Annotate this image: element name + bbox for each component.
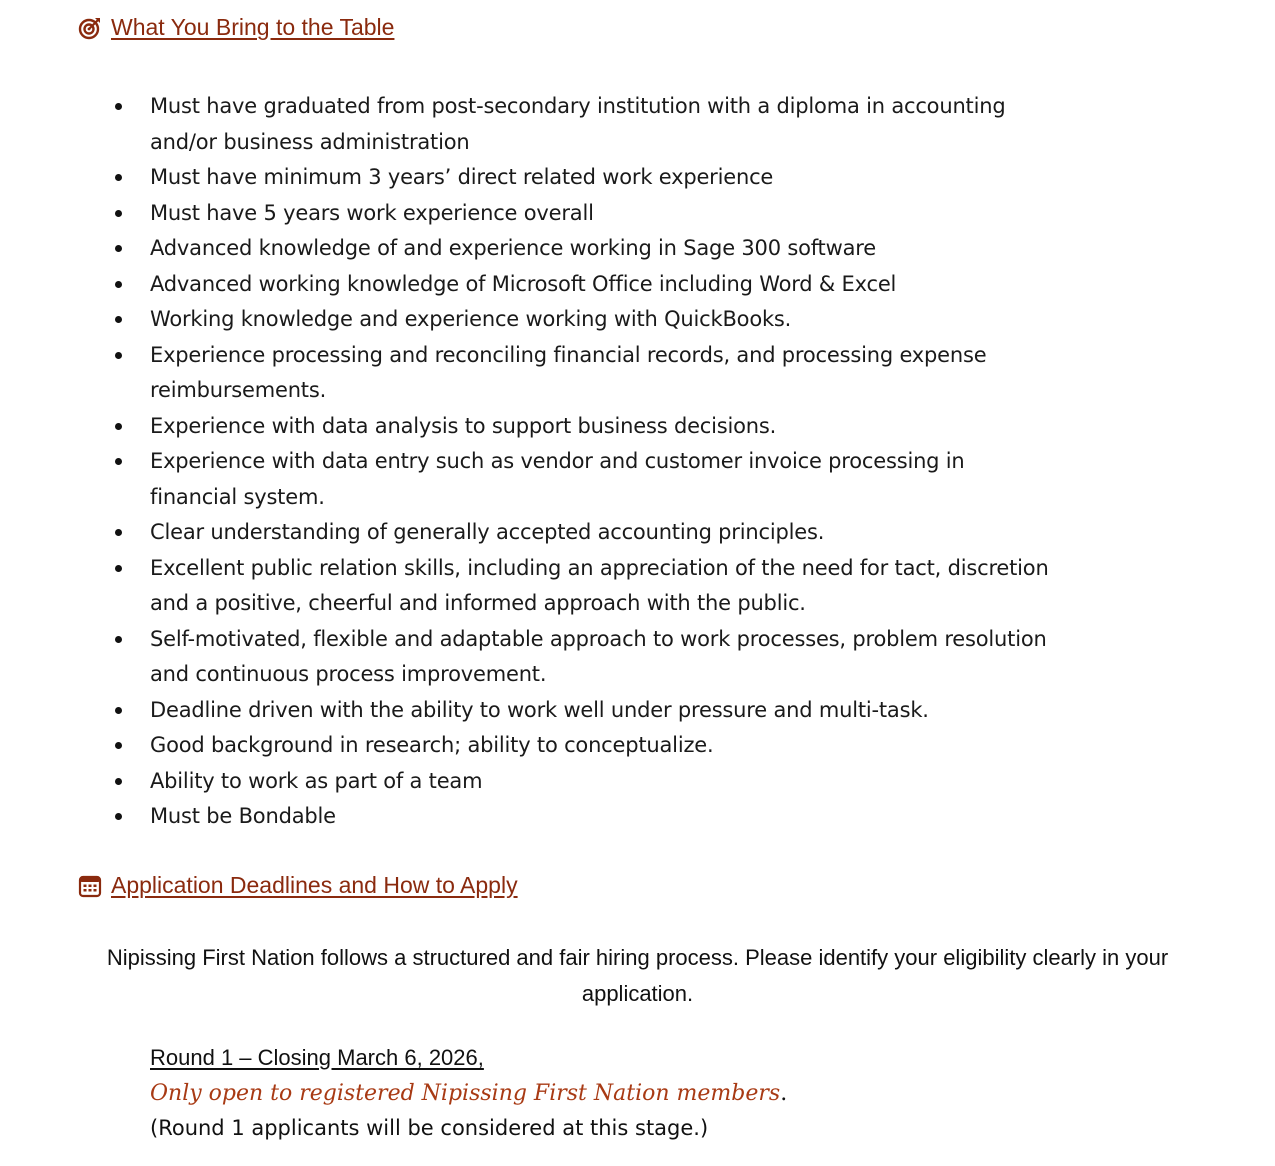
section-heading-what-you-bring (77, 14, 394, 41)
list-item (150, 764, 1050, 800)
list-item (150, 231, 1050, 267)
bullet-icon (115, 565, 122, 572)
list-item-text: Good background in research; ability to conceptualize. (150, 733, 714, 757)
list-item (150, 338, 1050, 409)
list-item (150, 89, 1050, 160)
round-1-eligibility-period: . (780, 1080, 788, 1106)
list-item-text: Working knowledge and experience working with QuickBooks. (150, 307, 792, 331)
list-item-text: Must be Bondable (150, 804, 336, 828)
bullet-icon (115, 636, 122, 643)
list-item (150, 799, 1050, 835)
calendar-icon (77, 873, 103, 899)
round-1-subnote: (Round 1 applicants will be considered at this stage.) (150, 1116, 709, 1140)
list-item (150, 728, 1050, 764)
section-heading-application-deadlines (77, 872, 518, 899)
bullet-icon (115, 423, 122, 430)
list-item (150, 515, 1050, 551)
bullet-icon (115, 529, 122, 536)
requirements-list (150, 89, 1050, 835)
list-item-text: Must have 5 years work experience overall (150, 200, 594, 225)
bullet-icon (115, 778, 122, 785)
round-1-eligibility-text: Only open to registered Nipissing First Nation members (150, 1080, 781, 1106)
list-item-text: Clear understanding of generally accepted accounting principles. (150, 520, 825, 544)
target-icon (77, 15, 103, 41)
list-item-text: Advanced knowledge of and experience working in Sage 300 software (150, 236, 876, 260)
bullet-icon (115, 742, 122, 749)
bullet-icon (115, 174, 122, 181)
bullet-icon (115, 813, 122, 820)
hiring-process-intro: Nipissing First Nation follows a structured and fair hiring process. Please identify your eligibility clearly in your application. (106, 945, 1169, 1006)
list-item (150, 444, 1050, 515)
list-item (150, 551, 1050, 622)
list-item (150, 693, 1050, 729)
list-item-text: Experience with data entry such as vendor and customer invoice processing in financial system. (150, 449, 965, 509)
bullet-icon (115, 707, 122, 714)
list-item-text: Must have minimum 3 years’ direct related work experience (150, 165, 774, 189)
list-item-text: Excellent public relation skills, including an appreciation of the need for tact, discretion and a positive, cheerful and informed approach with the public. (150, 555, 1049, 615)
list-item-text: Must have graduated from post-secondary institution with a diploma in accounting and/or business administration (150, 94, 1006, 154)
list-item (150, 302, 1050, 338)
bullet-icon (115, 103, 122, 110)
bullet-icon (115, 458, 122, 465)
list-item-text: Ability to work as part of a team (150, 768, 483, 793)
list-item (150, 196, 1050, 232)
round-1-title: Round 1 – Closing March 6, 2026, (150, 1045, 484, 1070)
list-item-text: Experience processing and reconciling financial records, and processing expense reimbursements. (150, 342, 987, 402)
round-1-eligibility-note (150, 1076, 787, 1112)
bullet-icon (115, 245, 122, 252)
bullet-icon (115, 210, 122, 217)
list-item (150, 160, 1050, 196)
list-item-text: Advanced working knowledge of Microsoft Office including Word & Excel (150, 271, 897, 296)
bullet-icon (115, 316, 122, 323)
bullet-icon (115, 281, 122, 288)
list-item-text: Self-motivated, flexible and adaptable approach to work processes, problem resolution and continuous process improvement. (150, 626, 1047, 686)
list-item-text: Experience with data analysis to support business decisions. (150, 413, 777, 438)
list-item (150, 409, 1050, 445)
list-item-text: Deadline driven with the ability to work well under pressure and multi-task. (150, 697, 929, 722)
list-item (150, 622, 1050, 693)
section-title: Application Deadlines and How to Apply (111, 872, 518, 898)
bullet-icon (115, 352, 122, 359)
section-title: What You Bring to the Table (111, 14, 395, 40)
round-1-block (150, 1040, 787, 1147)
list-item (150, 267, 1050, 303)
